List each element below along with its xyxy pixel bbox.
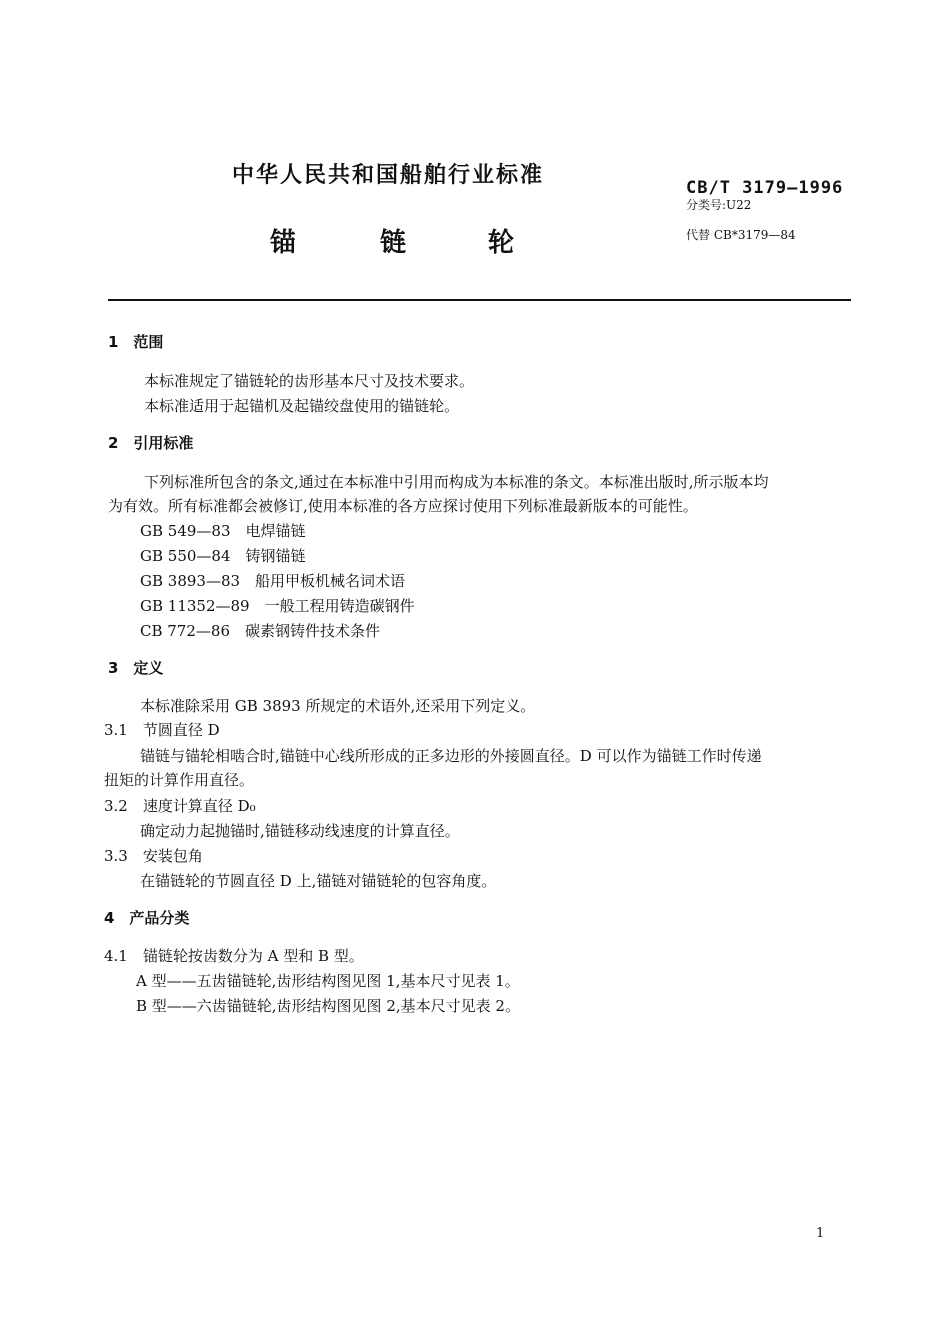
header-divider [108,299,851,301]
section-1-paragraph-2: 本标准适用于起锚机及起锚绞盘使用的锚链轮。 [144,397,460,415]
section-2-heading: 2 引用标准 [108,434,194,452]
definition-3-2-text: 确定动力起抛锚时,锚链移动线速度的计算直径。 [140,822,460,840]
definition-3-2-heading: 3.2 速度计算直径 D₀ [104,797,256,815]
page-number: 1 [816,1226,825,1241]
definition-3-3-text: 在锚链轮的节圆直径 D 上,锚链对锚链轮的包容角度。 [140,872,497,890]
definition-3-1-line-1: 锚链与锚轮相啮合时,锚链中心线所形成的正多边形的外接圆直径。D 可以作为锚链工作时传递 [140,747,762,765]
standard-organization: 中华人民共和国船舶行业标准 [232,163,545,188]
section-2-paragraph-line-2: 为有效。所有标准都会被修订,使用本标准的各方应探讨使用下列标准最新版本的可能性。 [108,497,698,515]
section-2-paragraph-line-1: 下列标准所包含的条文,通过在本标准中引用而构成为本标准的条文。本标准出版时,所示版本均 [144,473,769,491]
replaces-standard: 代替 CB*3179—84 [686,228,796,242]
classification-number: 分类号:U22 [686,198,752,212]
title-char-2: 链 [380,228,407,258]
section-3-heading: 3 定义 [108,659,164,677]
section-4-heading: 4 产品分类 [104,909,190,927]
definition-3-3-heading: 3.3 安装包角 [104,847,203,865]
reference-item: GB 11352—89 一般工程用铸造碳钢件 [140,597,415,615]
reference-item: GB 550—84 铸钢锚链 [140,547,306,565]
section-4-1-text: 4.1 锚链轮按齿数分为 A 型和 B 型。 [104,947,364,965]
standard-code: CB/T 3179—1996 [686,178,844,198]
section-1-paragraph-1: 本标准规定了锚链轮的齿形基本尺寸及技术要求。 [144,372,475,390]
reference-item: GB 549—83 电焊锚链 [140,522,306,540]
section-1-heading: 1 范围 [108,333,164,351]
title-char-1: 锚 [270,228,297,258]
reference-item: GB 3893—83 船用甲板机械名词术语 [140,572,406,590]
definition-3-1-line-2: 扭矩的计算作用直径。 [104,771,255,789]
type-b-description: B 型——六齿锚链轮,齿形结构图见图 2,基本尺寸见表 2。 [136,997,520,1015]
section-3-paragraph: 本标准除采用 GB 3893 所规定的术语外,还采用下列定义。 [140,697,536,715]
reference-item: CB 772—86 碳素钢铸件技术条件 [140,622,380,640]
definition-3-1-heading: 3.1 节圆直径 D [104,721,220,739]
title-char-3: 轮 [488,228,515,258]
type-a-description: A 型——五齿锚链轮,齿形结构图见图 1,基本尺寸见表 1。 [136,972,520,990]
